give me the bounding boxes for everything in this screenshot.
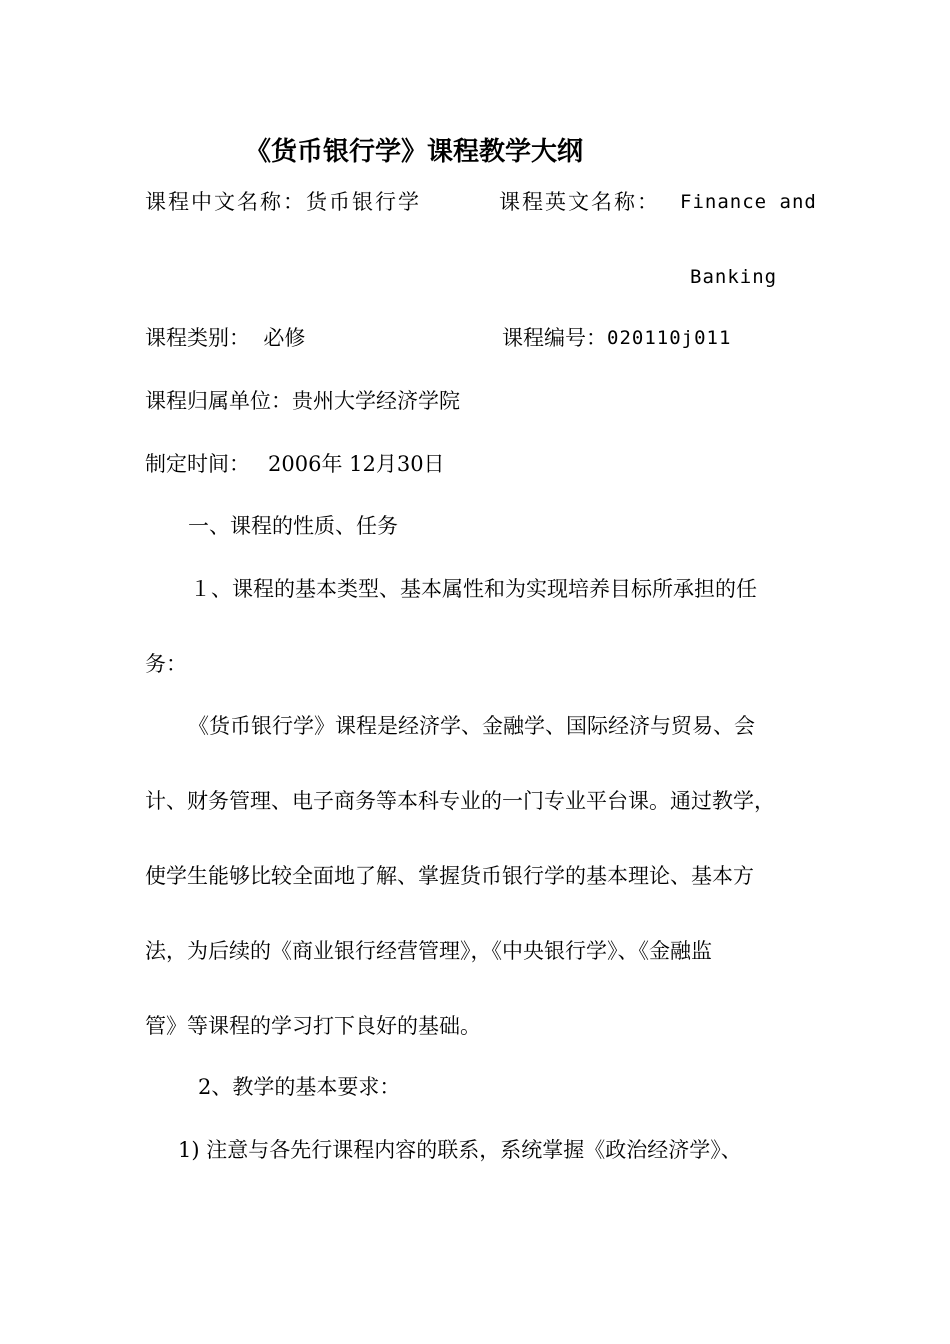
- course-en-name-value: Finance and: [680, 191, 817, 213]
- course-en-name-label: 课程英文名称：: [499, 190, 660, 214]
- section-heading-nature: 一、课程的性质、任务: [188, 514, 398, 538]
- course-category: 课程类别： 必修: [145, 326, 306, 350]
- paragraph-line-3: 使学生能够比较全面地了解、掌握货币银行学的基本理论、基本方: [145, 864, 754, 888]
- paragraph-line-4: 法，为后续的《商业银行经营管理》，《中央银行学》、《金融监: [145, 939, 712, 963]
- course-code-label: 课程编号：: [502, 326, 607, 350]
- date-label: 制定时间：: [145, 452, 264, 476]
- paragraph-line-1: 《货币银行学》课程是经济学、金融学、国际经济与贸易、会: [188, 714, 755, 738]
- date-value: 2006年 12月30日: [268, 452, 445, 476]
- course-code-value: 020110j011: [607, 327, 732, 349]
- item1-line2: 务：: [145, 652, 187, 676]
- item1-line1: １、课程的基本类型、基本属性和为实现培养目标所承担的任: [190, 577, 757, 601]
- item2-heading: 2、教学的基本要求：: [198, 1075, 401, 1099]
- paragraph-line-5: 管》等课程的学习打下良好的基础。: [145, 1014, 481, 1038]
- course-unit: 课程归属单位：贵州大学经济学院: [145, 389, 460, 413]
- requirement-1: 1) 注意与各先行课程内容的联系，系统掌握《政治经济学》、: [178, 1138, 742, 1162]
- document-title: 《货币银行学》课程教学大纲: [245, 137, 584, 167]
- paragraph-line-2: 计、财务管理、电子商务等本科专业的一门专业平台课。通过教学，: [145, 789, 775, 813]
- course-cn-name: 课程中文名称：货币银行学: [145, 190, 421, 214]
- course-en-name-value-cont: Banking: [690, 266, 778, 288]
